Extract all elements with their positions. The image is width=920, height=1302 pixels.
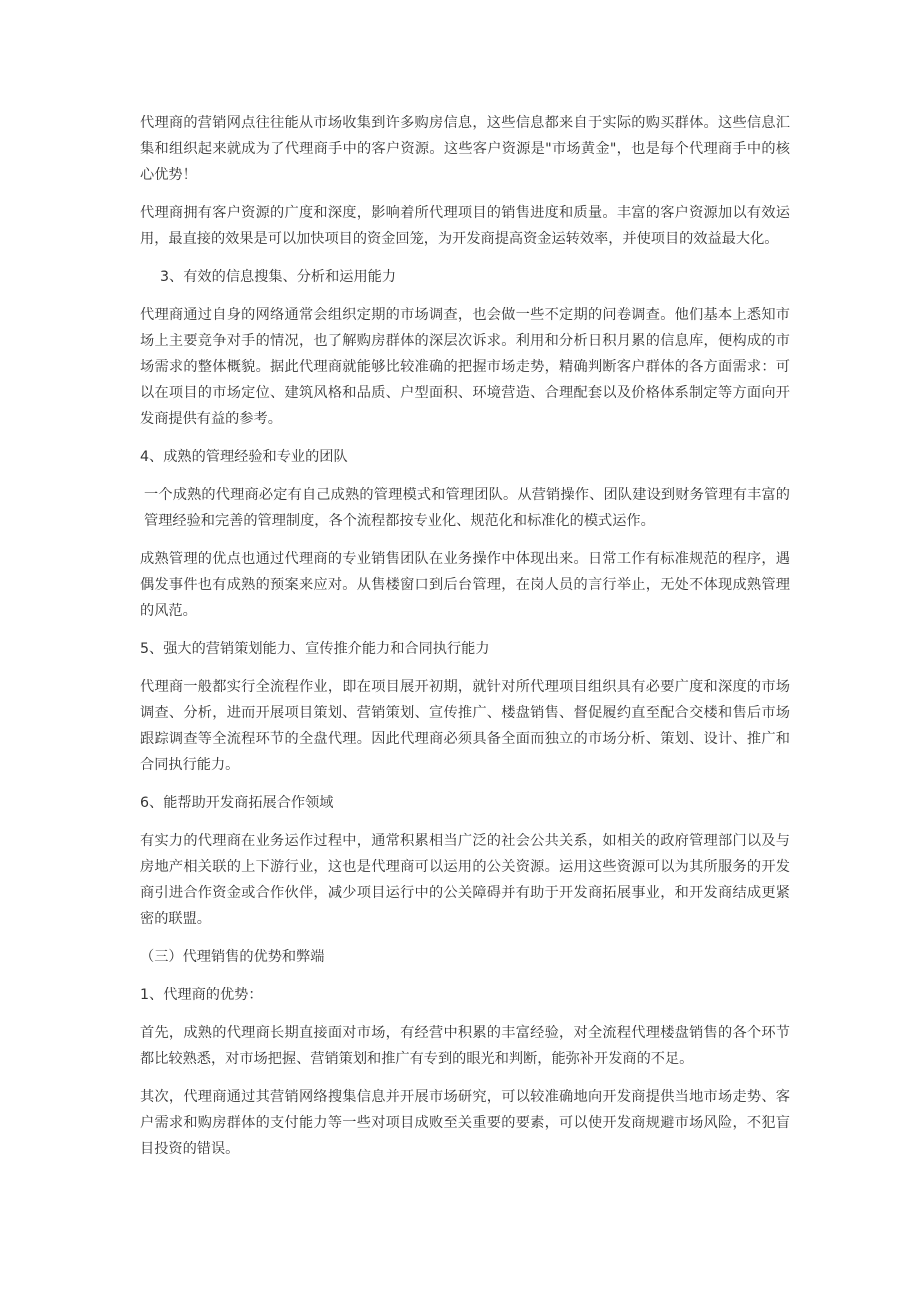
paragraph-full-process: 代理商一般都实行全流程作业，即在项目展开初期，就针对所代理项目组织具有必要广度和深度的市场调查、分析，进而开展项目策划、营销策划、宣传推广、楼盘销售、督促履约直至配合交楼和售后市场跟踪调查等全流程环节的全盘代理。因此代理商必须具备全面而独立的市场分析、策划、设计、推广和合同执行能力。 (140, 679, 790, 773)
heading-marketing-capability: 5、强大的营销策划能力、宣传推介能力和合同执行能力 (140, 641, 490, 657)
paragraph-first-advantage: 首先，成熟的代理商长期直接面对市场，有经营中积累的丰富经验，对全流程代理楼盘销售的各个环节都比较熟悉，对市场把握、营销策划和推广有专到的眼光和判断，能弥补开发商的不足。 (140, 1025, 790, 1067)
paragraph-management-model: 一个成熟的代理商必定有自己成熟的管理模式和管理团队。从营销操作、团队建设到财务管理有丰富的管理经验和完善的管理制度，各个流程都按专业化、规范化和标准化的模式运作。 (144, 487, 790, 529)
heading-agent-advantages: 1、代理商的优势： (140, 987, 263, 1003)
heading-info-capability: 3、有效的信息搜集、分析和运用能力 (160, 269, 397, 285)
heading-management-team: 4、成熟的管理经验和专业的团队 (140, 449, 348, 465)
paragraph-market-research: 代理商通过自身的网络通常会组织定期的市场调查，也会做一些不定期的问卷调查。他们基本上悉知市场上主要竞争对手的情况，也了解购房群体的深层次诉求。利用和分析日积月累的信息库，便构成的市场需求的整体概貌。据此代理商就能够比较准确的把握市场走势，精确判断客户群体的各方面需求：可以在项目的市场定位、建筑风格和品质、户型面积、环境营造、合理配套以及价格体系制定等方面向开发商提供有益的参考。 (140, 307, 790, 427)
paragraph-management-advantage: 成熟管理的优点也通过代理商的专业销售团队在业务操作中体现出来。日常工作有标准规范的程序，遇偶发事件也有成熟的预案来应对。从售楼窗口到后台管理，在岗人员的言行举止，无处不体现成熟管理的风范。 (140, 551, 790, 619)
document-body (140, 110, 790, 1174)
paragraph-public-relations: 有实力的代理商在业务运作过程中，通常积累相当广泛的社会公共关系，如相关的政府管理部门以及与房地产相关联的上下游行业，这也是代理商可以运用的公关资源。运用这些资源可以为其所服务的开发商引进合作资金或合作伙伴，减少项目运行中的公关障碍并有助于开发商拓展事业，和开发商结成更紧密的联盟。 (140, 833, 790, 927)
heading-section-three: （三）代理销售的优势和弊端 (140, 949, 325, 965)
paragraph-resource-breadth: 代理商拥有客户资源的广度和深度，影响着所代理项目的销售进度和质量。丰富的客户资源加以有效运用，最直接的效果是可以加快项目的资金回笼，为开发商提高资金运转效率，并使项目的效益最大化。 (140, 205, 790, 247)
paragraph-second-advantage: 其次，代理商通过其营销网络搜集信息并开展市场研究，可以较准确地向开发商提供当地市场走势、客户需求和购房群体的支付能力等一些对项目成败至关重要的要素，可以使开发商规避市场风险，不犯盲目投资的错误。 (140, 1089, 790, 1157)
paragraph-customer-resources: 代理商的营销网点往往能从市场收集到许多购房信息，这些信息都来自于实际的购买群体。这些信息汇集和组织起来就成为了代理商手中的客户资源。这些客户资源是"市场黄金"，也是每个代理商手中的核心优势！ (140, 115, 790, 183)
heading-cooperation: 6、能帮助开发商拓展合作领域 (140, 795, 334, 811)
